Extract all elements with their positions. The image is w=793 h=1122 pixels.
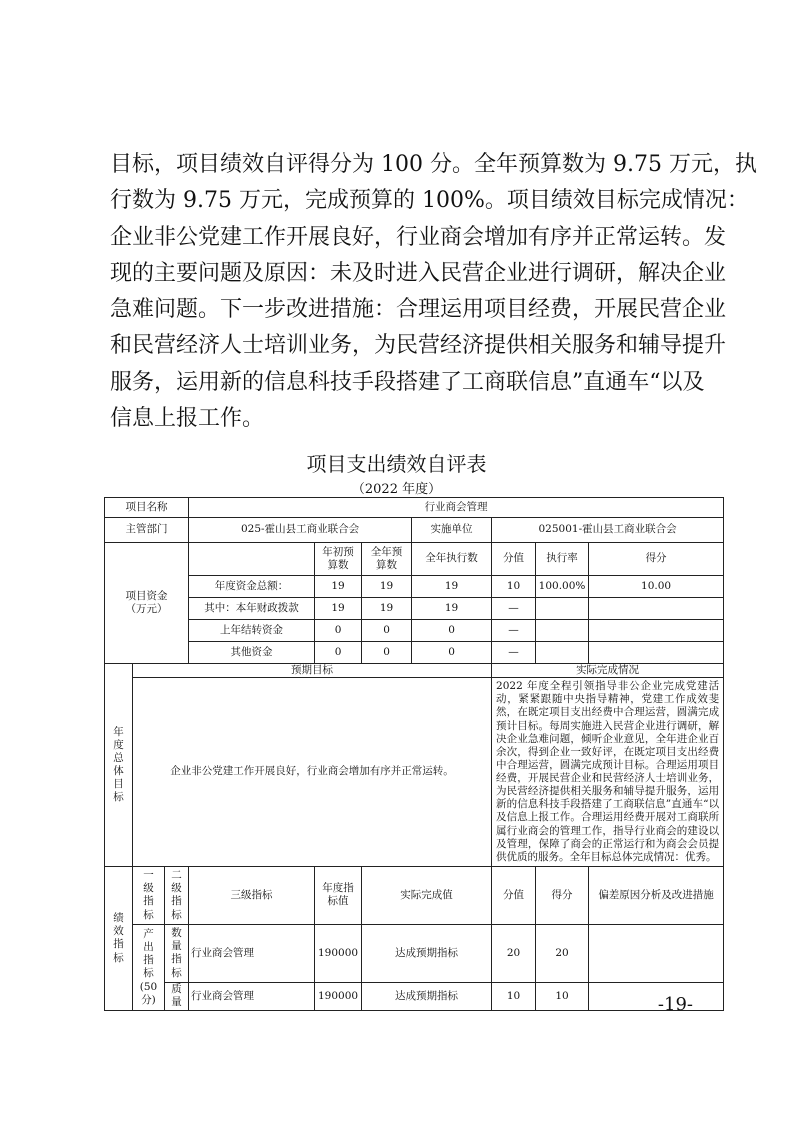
header-text: 算数 (327, 559, 349, 571)
paragraph-line: 行数为 9.75 万元，完成预算的 100%。项目绩效目标完成情况： (110, 188, 749, 214)
vchar: 一 (143, 869, 154, 882)
vchar: 指 (171, 895, 182, 908)
funds-header-empty (189, 543, 315, 576)
level3-header: 三级指标 (189, 866, 315, 924)
funds-label-line: （万元） (125, 603, 168, 615)
table-row (105, 982, 724, 1010)
vchar: 产 (143, 928, 154, 940)
vchar: 年 (113, 725, 124, 738)
level3-value: 行业商会管理 (189, 924, 315, 982)
table-row (105, 518, 724, 543)
funds-header-score: 得分 (589, 543, 724, 576)
funds-annual: 19 (362, 598, 412, 620)
weight-value: 20 (492, 924, 536, 982)
unit-value: 025001-霍山县工商业联合会 (492, 518, 724, 543)
funds-annual: 19 (362, 576, 412, 598)
level1-output (133, 924, 165, 1010)
level1-header (133, 866, 165, 924)
vchar: 标 (113, 951, 124, 964)
vchar: 标 (171, 966, 182, 979)
vchar: 质 (171, 983, 182, 996)
vchar: 标 (143, 967, 154, 980)
actual-value: 达成预期指标 (362, 924, 492, 982)
vchar: 指 (171, 953, 182, 966)
paragraph-line: 和民营经济人士培训业务，为民营经济提供相关服务和辅导提升 (110, 333, 727, 359)
funds-weight: — (492, 598, 536, 620)
table-row (105, 498, 724, 518)
vchar: 量 (171, 940, 182, 953)
vchar: 标 (143, 908, 154, 921)
funds-header-annual (362, 543, 412, 576)
funds-rate (536, 598, 589, 620)
funds-initial: 19 (315, 576, 362, 598)
table-row (105, 598, 724, 620)
funds-weight: — (492, 620, 536, 642)
funds-score (589, 598, 724, 620)
funds-initial: 19 (315, 598, 362, 620)
table-row (105, 543, 724, 576)
funds-row-label: 上年结转资金 (189, 620, 315, 642)
vchar: 出 (143, 941, 154, 954)
funds-executed: 0 (412, 620, 492, 642)
header-text: 算数 (376, 559, 398, 571)
funds-executed: 0 (412, 642, 492, 664)
performance-table (104, 497, 724, 1011)
paragraph-line: 目标，项目绩效自评得分为 100 分。全年预算数为 9.75 万元，执 (110, 152, 757, 177)
funds-executed: 19 (412, 576, 492, 598)
table-row (105, 678, 724, 867)
vchar: 总 (113, 751, 124, 764)
funds-initial: 0 (315, 642, 362, 664)
funds-header-executed: 全年执行数 (412, 543, 492, 576)
table-row (105, 664, 724, 678)
vchar: 数 (171, 927, 182, 940)
header-text: 年初预 (322, 545, 354, 558)
paragraph-line: 企业非公党建工作开展良好，行业商会增加有序并正常运转。发 (110, 224, 727, 250)
header-text: 年度指 (322, 882, 354, 895)
table-row (105, 642, 724, 664)
weight-value: 10 (492, 982, 536, 1010)
level2-quality (165, 982, 189, 1010)
vchar: 绩 (113, 912, 124, 925)
paragraph-line: 服务，运用新的信息科技手段搭建了工商联信息”直通车“以及 (110, 369, 705, 395)
score-header: 得分 (536, 866, 589, 924)
body-paragraph (110, 147, 757, 437)
table-row (105, 576, 724, 598)
funds-row-label: 年度资金总额： (189, 576, 315, 598)
actual-value: 达成预期指标 (362, 982, 492, 1010)
funds-score (589, 642, 724, 664)
expected-goal-text: 企业非公党建工作开展良好，行业商会增加有序并正常运转。 (133, 678, 492, 867)
actual-header: 实际完成情况 (492, 664, 724, 678)
funds-label (105, 543, 189, 664)
funds-header-rate: 执行率 (536, 543, 589, 576)
funds-rate (536, 620, 589, 642)
funds-label-line: 项目资金 (125, 589, 168, 602)
annual-goal-label (105, 664, 133, 867)
funds-rate: 100.00% (536, 576, 589, 598)
funds-rate (536, 642, 589, 664)
funds-score: 10.00 (589, 576, 724, 598)
dept-value: 025-霍山县工商业联合会 (189, 518, 412, 543)
level3-value: 行业商会管理 (189, 982, 315, 1010)
funds-annual: 0 (362, 642, 412, 664)
page-number: -19- (657, 994, 693, 1015)
analysis-value (589, 982, 724, 1010)
vchar: 效 (113, 925, 124, 938)
vchar: 指 (143, 895, 154, 908)
dept-label: 主管部门 (105, 518, 189, 543)
vchar: (50 (139, 980, 158, 993)
paragraph-line: 现的主要问题及原因：未及时进入民营企业进行调研，解决企业 (110, 260, 727, 286)
level2-quantity (165, 924, 189, 982)
funds-annual: 0 (362, 620, 412, 642)
vchar: 量 (171, 996, 182, 1009)
vchar: 度 (113, 738, 124, 751)
vchar: 目 (113, 778, 124, 791)
vchar: 二 (171, 869, 182, 882)
table-row (105, 924, 724, 982)
weight-header: 分值 (492, 866, 536, 924)
funds-weight: 10 (492, 576, 536, 598)
header-text: 标值 (327, 895, 349, 908)
funds-score (589, 620, 724, 642)
table-title: 项目支出绩效自评表 (306, 452, 487, 476)
table-subtitle: （2022 年度） (351, 482, 442, 497)
target-value: 190000 (315, 924, 362, 982)
paragraph-line: 信息上报工作。 (110, 406, 265, 432)
analysis-header: 偏差原因分析及改进措施 (589, 866, 724, 924)
funds-weight: — (492, 642, 536, 664)
annual-target-header (315, 866, 362, 924)
level2-header (165, 866, 189, 924)
unit-label: 实施单位 (412, 518, 492, 543)
analysis-value (589, 924, 724, 982)
header-text: 全年预 (370, 545, 403, 558)
table-row (105, 620, 724, 642)
vchar: 级 (143, 882, 154, 895)
score-value: 10 (536, 982, 589, 1010)
vchar: 体 (113, 764, 124, 777)
project-name-label: 项目名称 (105, 498, 189, 518)
vchar: 分) (141, 993, 156, 1006)
vchar: 指 (113, 938, 124, 951)
funds-row-label: 其他资金 (189, 642, 315, 664)
perf-label (105, 866, 133, 1010)
funds-initial: 0 (315, 620, 362, 642)
vchar: 指 (143, 954, 154, 967)
table-row (105, 866, 724, 924)
actual-text: 2022 年度全程引领指导非公企业完成党建活动，紧紧跟随中央指导精神，党建工作成效斐然，在既定项目支出经费中合理运营，圆满完成预计目标。每周实施进入民营企业进行调研，解决企业急难问题，倾听企业意见，全年进企业百余次，得到企业一致好评，在既定项目支出经费中合理运营，圆满完成预计目标。合理运用项目经费，开展民营企业和民营经济人士培训业务，为民营经济提供相关服务和辅导提升服务，运用新的信息科技手段搭建了工商联信息”直通车“以及信息上报工作。合理运用经费开展对工商联所属行业商会的管理工作，指导行业商会的建设以及管理，保障了商会的正常运行和为商会会员提供优质的服务。全年目标总体完成情况：优秀。 (492, 678, 724, 867)
project-name-value: 行业商会管理 (189, 498, 724, 518)
vchar: 级 (171, 882, 182, 895)
funds-header-initial (315, 543, 362, 576)
paragraph-line: 急难问题。下一步改进措施：合理运用项目经费，开展民营企业 (110, 297, 727, 323)
funds-executed: 19 (412, 598, 492, 620)
vchar: 标 (171, 908, 182, 921)
actual-value-header: 实际完成值 (362, 866, 492, 924)
score-value: 20 (536, 924, 589, 982)
target-value: 190000 (315, 982, 362, 1010)
expected-goal-header: 预期目标 (133, 664, 492, 678)
vchar: 标 (113, 791, 124, 804)
funds-header-weight: 分值 (492, 543, 536, 576)
funds-row-label: 其中：本年财政拨款 (189, 598, 315, 620)
